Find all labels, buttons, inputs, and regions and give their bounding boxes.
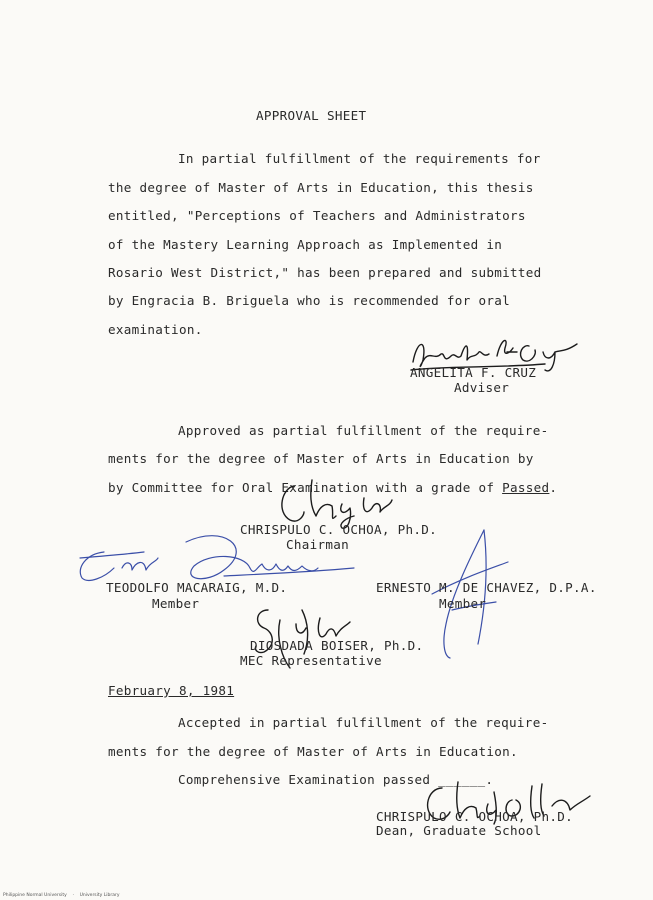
chairman-role: Chairman	[286, 537, 350, 552]
para1-line: the degree of Master of Arts in Education, this thesis	[108, 180, 534, 195]
comprehensive-text: Comprehensive Examination passed	[178, 772, 431, 787]
member1-role: Member	[152, 596, 200, 611]
comprehensive-blank: ______.	[438, 772, 494, 787]
grade-value: Passed	[502, 480, 550, 495]
adviser-role: Adviser	[454, 380, 510, 395]
comprehensive-line	[178, 772, 493, 787]
para1-line: by Engracia B. Briguela who is recommended for oral	[108, 293, 510, 308]
member2-name: ERNESTO M. DE CHAVEZ, D.P.A.	[376, 580, 597, 595]
para1-line: Rosario West District," has been prepared and submitted	[108, 265, 542, 280]
approval-date: February 8, 1981	[108, 683, 235, 698]
adviser-name: ANGELITA F. CRUZ	[410, 365, 537, 380]
page-title: APPROVAL SHEET	[256, 108, 367, 123]
para1-line: examination.	[108, 322, 203, 337]
dean-name: CHRISPULO C. OCHOA, Ph.D.	[376, 809, 574, 824]
para2-line: ments for the degree of Master of Arts in Education by	[108, 451, 534, 466]
para1-line: of the Mastery Learning Approach as Implemented in	[108, 237, 503, 252]
para1-line: entitled, "Perceptions of Teachers and Administrators	[108, 208, 526, 223]
para2-line: Approved as partial fulfillment of the require-	[178, 423, 549, 438]
member2-role: Member	[439, 596, 487, 611]
para2-line	[108, 480, 557, 495]
footer-note: Philippine Normal University · University Library	[3, 893, 120, 898]
para3-line: Accepted in partial fulfillment of the require-	[178, 715, 549, 730]
grade-period: .	[549, 480, 558, 495]
chairman-name: CHRISPULO C. OCHOA, Ph.D.	[240, 522, 438, 537]
dean-role: Dean, Graduate School	[376, 823, 542, 838]
mec-name: DIOSDADA BOISER, Ph.D.	[250, 638, 424, 653]
member1-name: TEODOLFO MACARAIG, M.D.	[106, 580, 288, 595]
para3-line: ments for the degree of Master of Arts in Education.	[108, 744, 518, 759]
para2-text: by Committee for Oral Examination with a grade of	[108, 480, 503, 495]
para1-line: In partial fulfillment of the requirements for	[178, 151, 541, 166]
mec-role: MEC Representative	[240, 653, 382, 668]
